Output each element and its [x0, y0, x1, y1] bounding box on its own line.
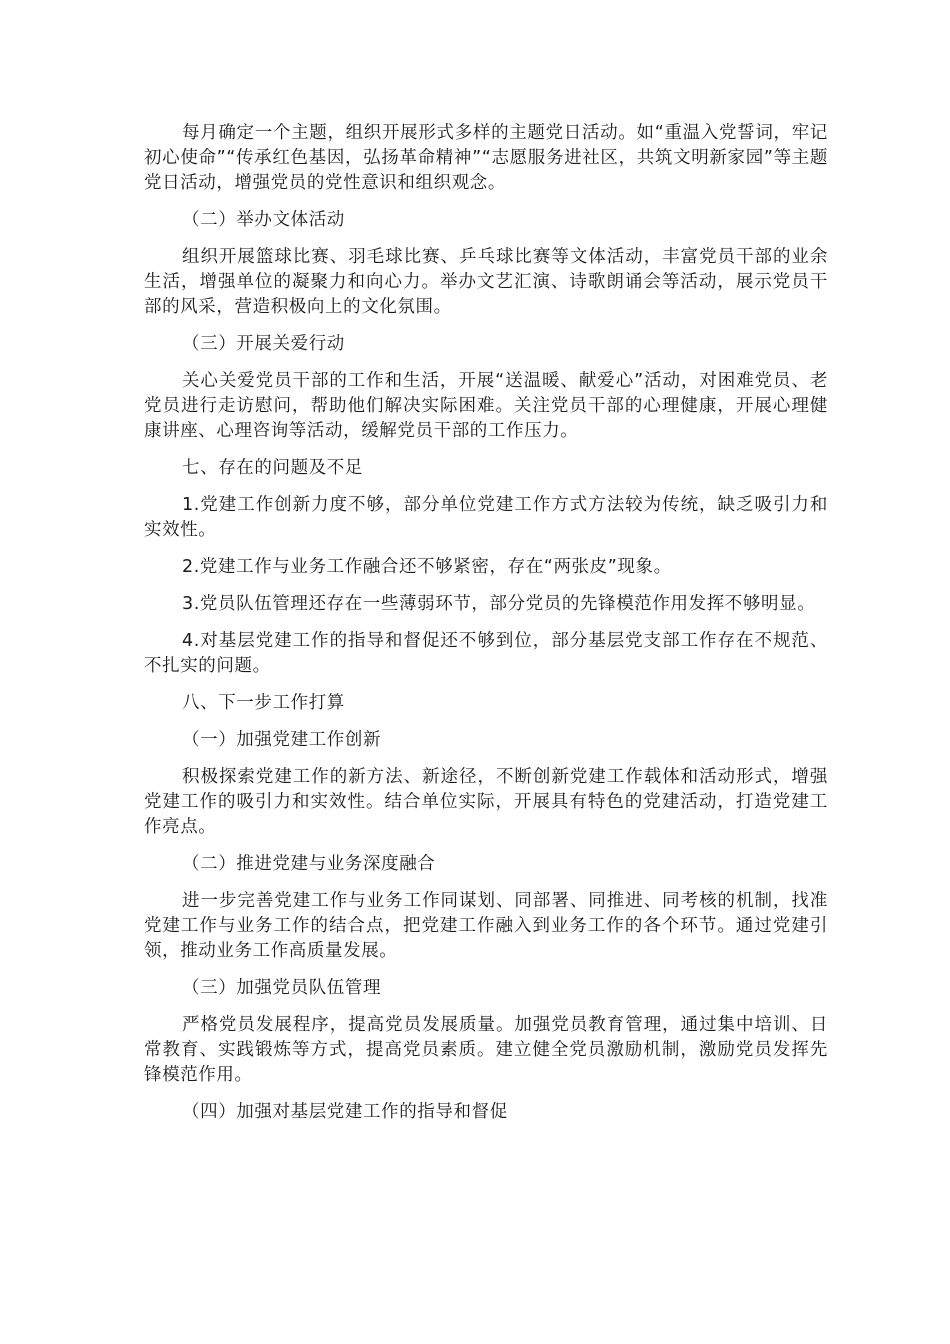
paragraph-theme-day: 每月确定一个主题，组织开展形式多样的主题党日活动。如“重温入党誓词，牢记初心使命”“传承红色基因，弘扬革命精神”“志愿服务进社区，共筑文明新家园”等主题党日活动，增强党员的党性意识和组织观念。: [144, 123, 828, 193]
paragraph-innovation: 积极探索党建工作的新方法、新途径，不断创新党建工作载体和活动形式，增强党建工作的吸引力和实效性。结合单位实际，开展具有特色的党建活动，打造党建工作亮点。: [144, 767, 828, 837]
paragraph-care-action: 关心关爱党员干部的工作和生活，开展“送温暖、献爱心”活动，对困难党员、老党员进行走访慰问，帮助他们解决实际困难。关注党员干部的心理健康，开展心理健康讲座、心理咨询等活动，缓解党员干部的工作压力。: [144, 371, 828, 441]
problem-item-2: 2.党建工作与业务工作融合还不够紧密，存在“两张皮”现象。: [182, 557, 672, 577]
heading-grassroots-guidance: （四）加强对基层党建工作的指导和督促: [182, 1102, 508, 1122]
heading-next-steps: 八、下一步工作打算: [182, 693, 345, 713]
problem-item-3: 3.党员队伍管理还存在一些薄弱环节，部分党员的先锋模范作用发挥不够明显。: [182, 594, 816, 614]
heading-integration: （二）推进党建与业务深度融合: [182, 854, 436, 874]
paragraph-integration: 进一步完善党建工作与业务工作同谋划、同部署、同推进、同考核的机制，找准党建工作与业务工作的结合点，把党建工作融入到业务工作的各个环节。通过党建引领，推动业务工作高质量发展。: [144, 891, 828, 961]
heading-sports-activities: （二）举办文体活动: [182, 210, 345, 230]
document-body: [144, 121, 828, 1137]
problem-item-4: 4.对基层党建工作的指导和督促还不够到位，部分基层党支部工作存在不规范、不扎实的问题。: [144, 631, 828, 676]
problem-item-1: 1.党建工作创新力度不够，部分单位党建工作方式方法较为传统，缺乏吸引力和实效性。: [144, 495, 828, 540]
heading-problems: 七、存在的问题及不足: [182, 458, 363, 478]
heading-care-action: （三）开展关爱行动: [182, 334, 345, 354]
heading-member-management: （三）加强党员队伍管理: [182, 978, 382, 998]
heading-innovation: （一）加强党建工作创新: [182, 730, 382, 750]
paragraph-sports-activities: 组织开展篮球比赛、羽毛球比赛、乒乓球比赛等文体活动，丰富党员干部的业余生活，增强单位的凝聚力和向心力。举办文艺汇演、诗歌朗诵会等活动，展示党员干部的风采，营造积极向上的文化氛围。: [144, 247, 828, 317]
paragraph-member-management: 严格党员发展程序，提高党员发展质量。加强党员教育管理，通过集中培训、日常教育、实践锻炼等方式，提高党员素质。建立健全党员激励机制，激励党员发挥先锋模范作用。: [144, 1015, 828, 1085]
